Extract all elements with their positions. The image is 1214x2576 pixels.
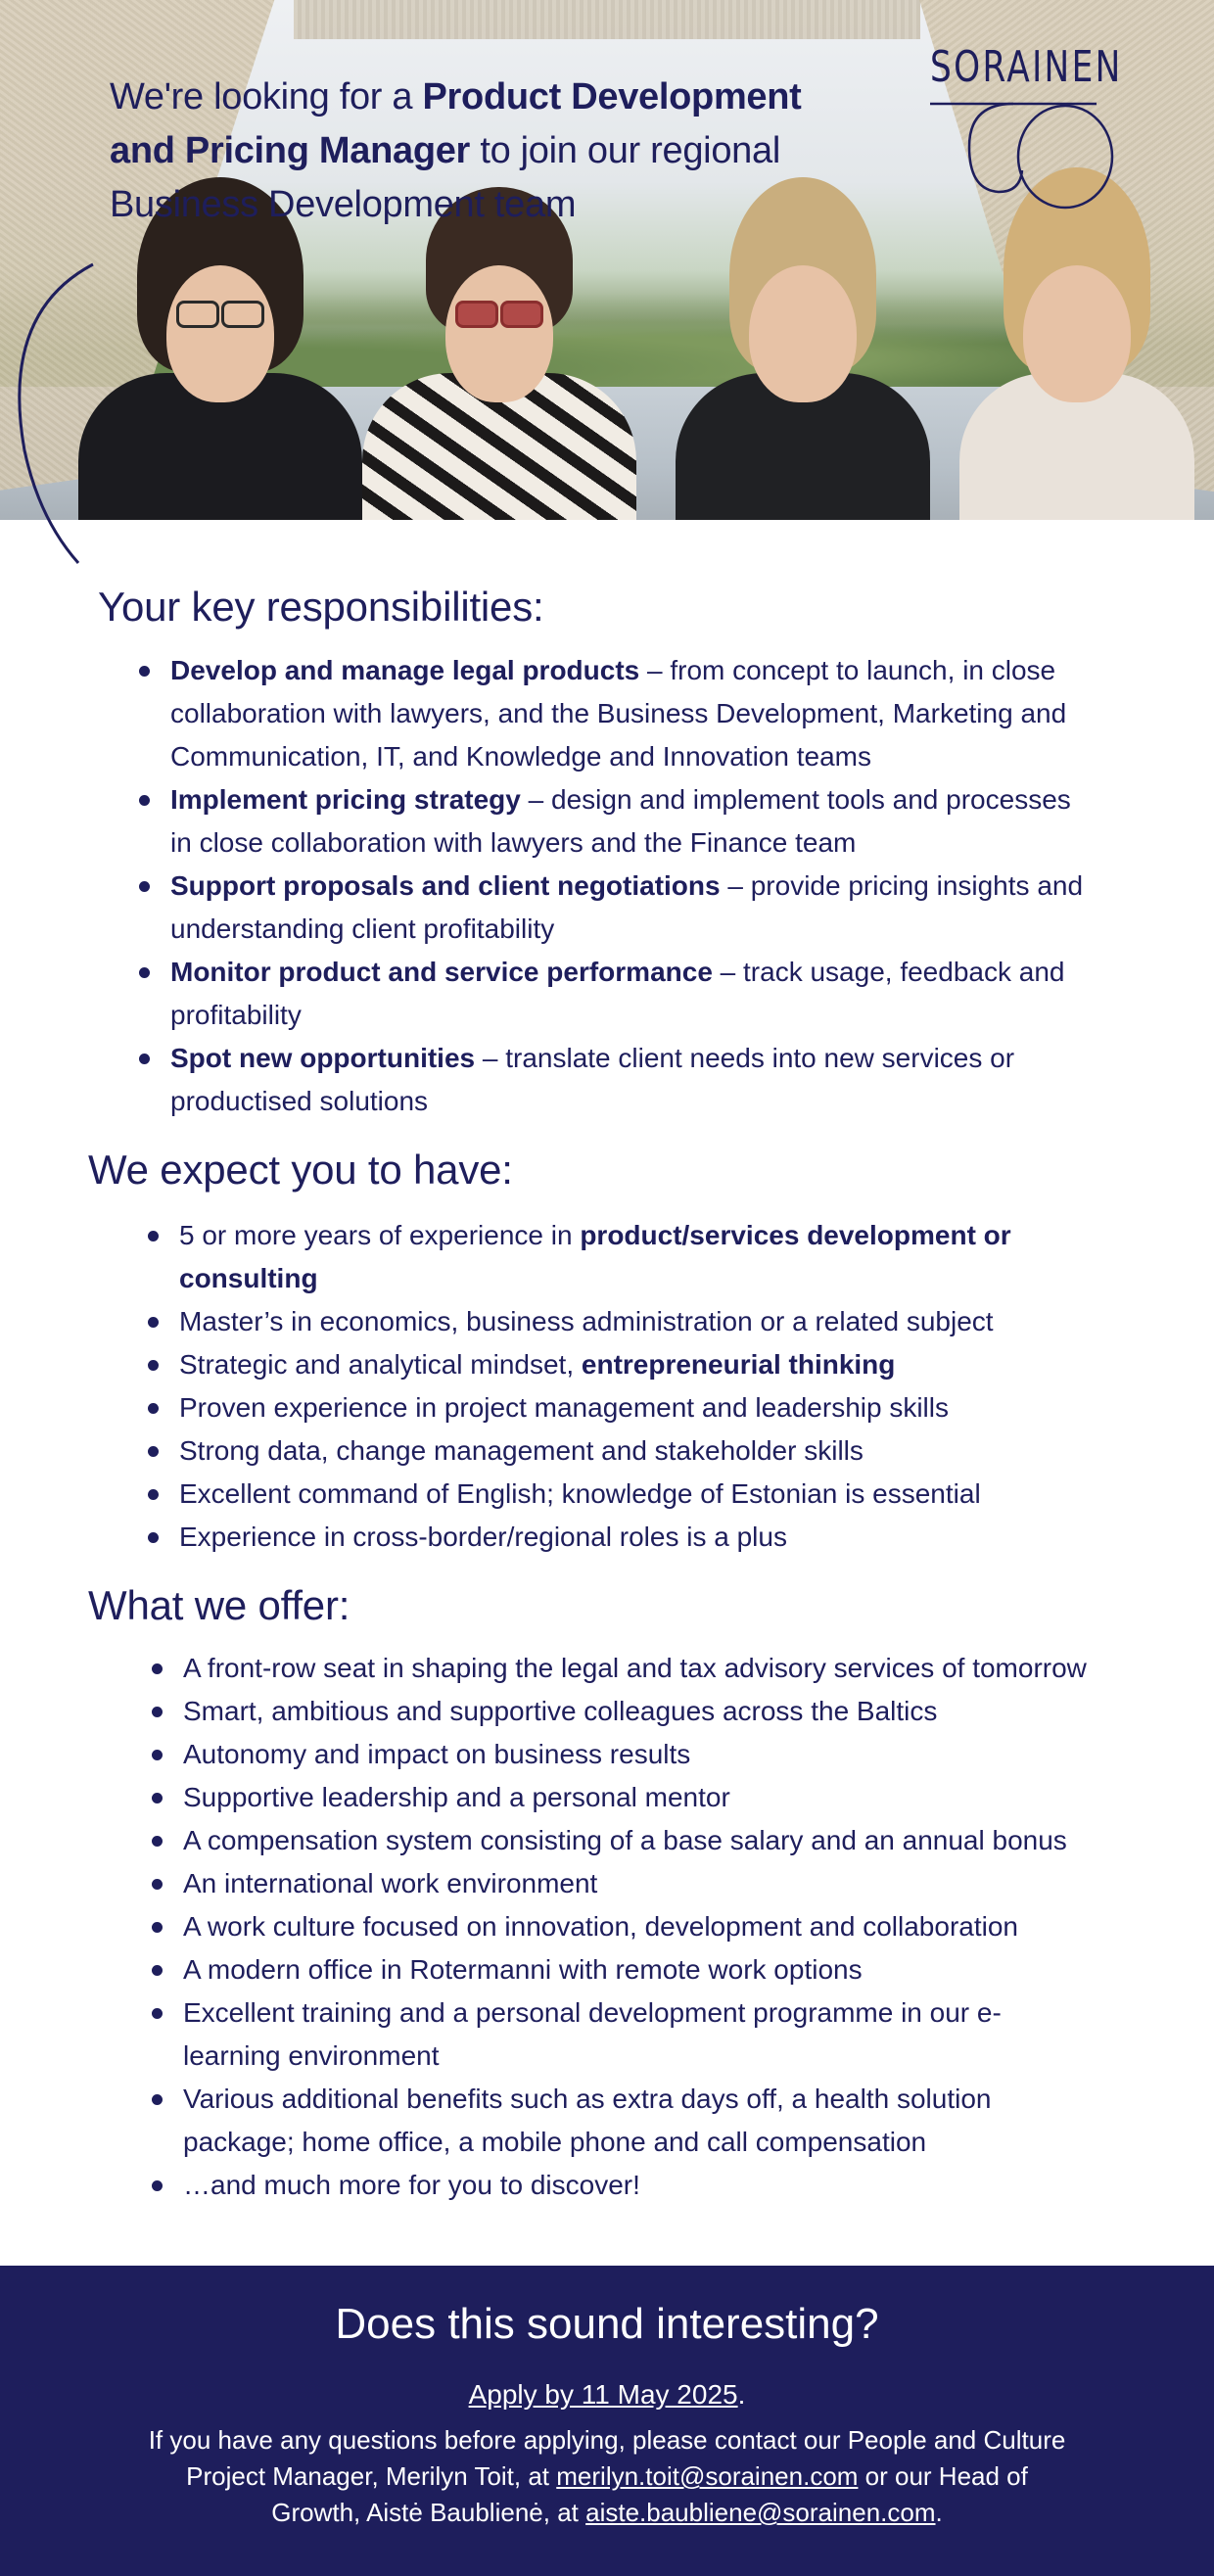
hero-headline-post: to join our regional Business Development team: [110, 130, 780, 225]
bullet-icon: [152, 1879, 163, 1890]
list-item-bold: entrepreneurial thinking: [581, 1349, 896, 1380]
list-item-text: – provide pricing insights and understanding client profitability: [170, 870, 1084, 944]
hero-person-2: [362, 187, 636, 520]
bullet-icon: [152, 2094, 163, 2105]
list-item: [170, 778, 1091, 865]
responsibilities-list: [170, 649, 1091, 1123]
expectations-heading: We expect you to have:: [88, 1147, 513, 1193]
contact-text-post: .: [935, 2498, 943, 2527]
list-item-text: – track usage, feedback and profitability: [170, 957, 1065, 1030]
list-item: [170, 865, 1091, 951]
list-item: [183, 1647, 1094, 1690]
bullet-icon: [148, 1317, 159, 1328]
list-item-text: Supportive leadership and a personal mentor: [183, 1782, 730, 1812]
bullet-icon: [148, 1231, 159, 1241]
list-item-text: Master’s in economics, business administration or a related subject: [179, 1306, 994, 1336]
bullet-icon: [148, 1360, 159, 1371]
list-item: [179, 1300, 1060, 1343]
bullet-icon: [152, 1793, 163, 1803]
list-item: [179, 1343, 1060, 1386]
list-item-bold: product/services development or consulting: [179, 1220, 1011, 1293]
hero-headline: [110, 70, 854, 232]
offer-heading: What we offer:: [88, 1582, 350, 1628]
bullet-icon: [152, 1663, 163, 1674]
bullet-icon: [152, 1965, 163, 1976]
bullet-icon: [152, 2008, 163, 2019]
hero-curtain-top: [294, 0, 920, 39]
decorative-arc: [0, 255, 98, 568]
contact-text-mid: or our Head of Growth, Aistė Baublienė, at: [271, 2461, 1028, 2527]
list-item-text: – translate client needs into new services or productised solutions: [170, 1043, 1015, 1116]
bullet-icon: [148, 1446, 159, 1457]
bullet-icon: [152, 1750, 163, 1760]
list-item-text: Experience in cross-border/regional roles is a plus: [179, 1522, 787, 1552]
bullet-icon: [152, 1707, 163, 1717]
list-item: [183, 1819, 1094, 1862]
anniversary-30-logo-mark: [930, 90, 1126, 217]
bullet-icon: [148, 1403, 159, 1414]
list-item-text: A front-row seat in shaping the legal and tax advisory services of tomorrow: [183, 1653, 1087, 1683]
expectations-list: [179, 1214, 1060, 1559]
list-item: [179, 1473, 1060, 1516]
list-item-bold: Spot new opportunities: [170, 1043, 476, 1073]
bullet-icon: [148, 1489, 159, 1500]
contact-text-pre: If you have any questions before applying, please contact our People and Culture Project Manager, Merilyn Toit, at: [148, 2425, 1066, 2491]
offer-list: [183, 1647, 1094, 2207]
list-item-text: Strong data, change management and stakeholder skills: [179, 1435, 864, 1466]
list-item: [183, 2078, 1094, 2164]
list-item-text: Various additional benefits such as extra days off, a health solution package; home office, a mobile phone and call compensation: [183, 2084, 992, 2157]
list-item-bold: Develop and manage legal products: [170, 655, 640, 685]
list-item: [183, 1776, 1094, 1819]
list-item-bold: Monitor product and service performance: [170, 957, 713, 987]
bullet-icon: [139, 666, 150, 677]
apply-suffix: .: [737, 2379, 746, 2410]
sorainen-logo: SORAINEN: [930, 42, 1123, 92]
list-item: [183, 1690, 1094, 1733]
list-item: [183, 1991, 1094, 2078]
list-item-text: Proven experience in project management and leadership skills: [179, 1392, 949, 1423]
email-link-merilyn[interactable]: merilyn.toit@sorainen.com: [556, 2461, 859, 2491]
list-item-text: A work culture focused on innovation, development and collaboration: [183, 1911, 1018, 1942]
hero-person-3: [676, 187, 930, 520]
list-item-text: Excellent command of English; knowledge of Estonian is essential: [179, 1478, 981, 1509]
list-item-text: – design and implement tools and processes in close collaboration with lawyers and the Finance team: [170, 784, 1071, 858]
list-item-text: 5 or more years of experience in: [179, 1220, 581, 1250]
list-item: [183, 1733, 1094, 1776]
list-item: [183, 1862, 1094, 1905]
bullet-icon: [148, 1532, 159, 1543]
cta-footer: [0, 2266, 1214, 2576]
hero-person-4: [959, 187, 1194, 520]
hero-headline-job-title: Product Development and Pricing Manager: [110, 76, 802, 171]
hero-person-1: [78, 187, 362, 520]
list-item: [170, 1037, 1091, 1123]
list-item-text: Strategic and analytical mindset,: [179, 1349, 582, 1380]
footer-apply: [0, 2375, 1214, 2414]
list-item-text: – from concept to launch, in close collaboration with lawyers, and the Business Development, Marketing and Communication, IT, and Knowledge and Innovation teams: [170, 655, 1067, 772]
list-item: [179, 1516, 1060, 1559]
bullet-icon: [139, 967, 150, 978]
bullet-icon: [152, 1836, 163, 1847]
email-link-aiste[interactable]: aiste.baubliene@sorainen.com: [585, 2498, 936, 2527]
list-item: [183, 1948, 1094, 1991]
list-item-text: A modern office in Rotermanni with remote work options: [183, 1954, 863, 1985]
list-item: [183, 1905, 1094, 1948]
list-item-text: An international work environment: [183, 1868, 598, 1898]
list-item: [170, 951, 1091, 1037]
bullet-icon: [139, 1054, 150, 1064]
hero-banner: [0, 0, 1214, 520]
apply-link[interactable]: Apply by 11 May 2025: [468, 2379, 738, 2410]
responsibilities-heading: Your key responsibilities:: [98, 584, 544, 630]
list-item-text: …and much more for you to discover!: [183, 2170, 640, 2200]
bullet-icon: [139, 795, 150, 806]
list-item-bold: Support proposals and client negotiations: [170, 870, 721, 901]
list-item-text: A compensation system consisting of a base salary and an annual bonus: [183, 1825, 1067, 1855]
footer-contact: [147, 2422, 1067, 2531]
list-item: [183, 2164, 1094, 2207]
list-item-text: Excellent training and a personal development programme in our e-learning environment: [183, 1997, 1002, 2071]
list-item-bold: Implement pricing strategy: [170, 784, 521, 815]
bullet-icon: [139, 881, 150, 892]
footer-title: Does this sound interesting?: [335, 2300, 879, 2348]
list-item-text: Autonomy and impact on business results: [183, 1739, 691, 1769]
bullet-icon: [152, 1922, 163, 1933]
list-item-text: Smart, ambitious and supportive colleagues across the Baltics: [183, 1696, 938, 1726]
list-item: [179, 1214, 1060, 1300]
list-item: [170, 649, 1091, 778]
list-item: [179, 1429, 1060, 1473]
bullet-icon: [152, 2180, 163, 2191]
hero-headline-pre: We're looking for a: [110, 76, 423, 117]
list-item: [179, 1386, 1060, 1429]
